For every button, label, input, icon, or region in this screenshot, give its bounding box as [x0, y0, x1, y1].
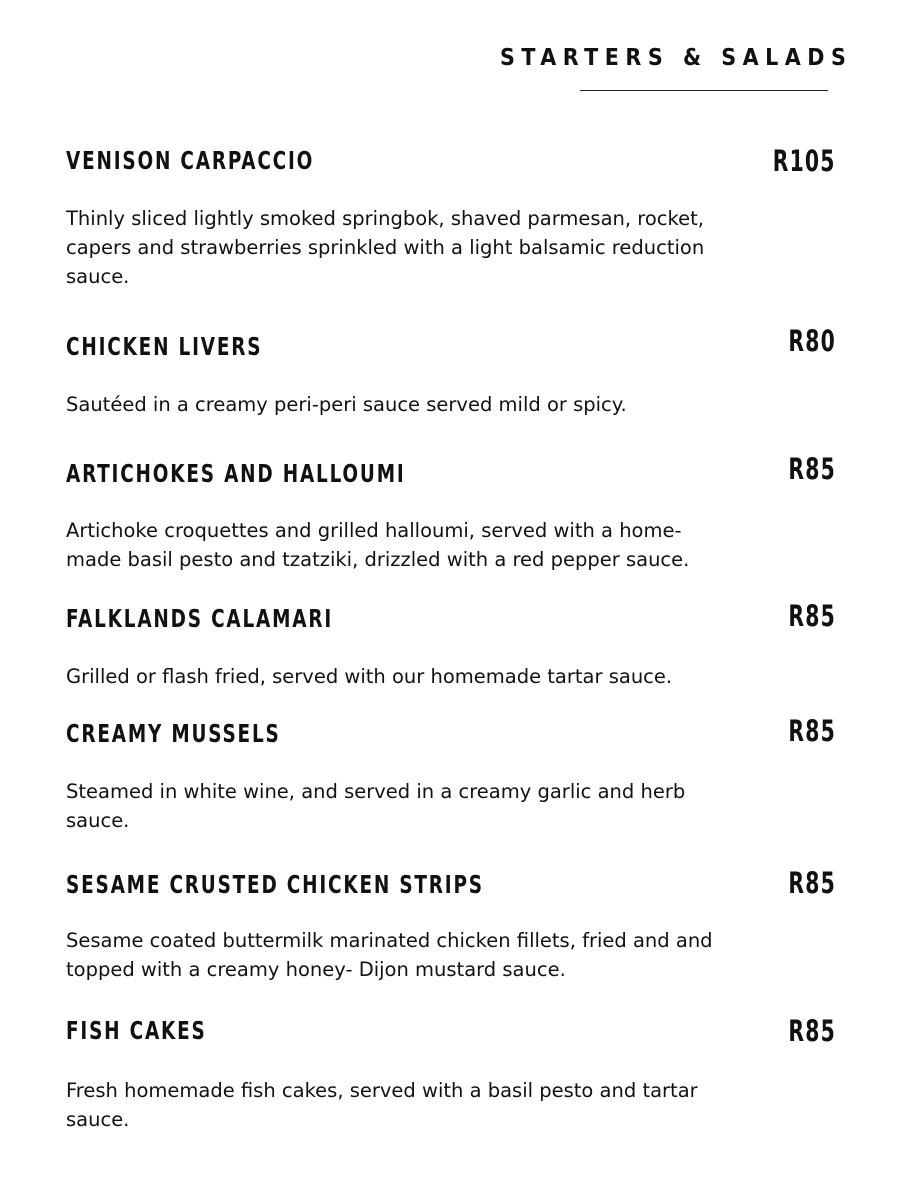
section-title: STARTERS & SALADS	[500, 45, 853, 71]
menu-item-name: CHICKEN LIVERS	[66, 332, 263, 361]
menu-item-name: SESAME CRUSTED CHICKEN STRIPS	[66, 870, 484, 899]
menu-item-price: R80	[788, 324, 836, 358]
menu-item-price: R85	[788, 599, 836, 633]
menu-item-price: R85	[788, 1014, 836, 1048]
menu-item-name: FISH CAKES	[66, 1016, 207, 1045]
section-divider	[580, 90, 828, 91]
menu-item-name: VENISON CARPACCIO	[66, 146, 315, 175]
menu-item-name: FALKLANDS CALAMARI	[66, 604, 334, 633]
menu-item-price: R85	[788, 452, 836, 486]
menu-item-description: Thinly sliced lightly smoked springbok, shaved parmesan, rocket, capers and strawberries sprinkled with a light balsamic reduction sauce.	[66, 207, 705, 288]
menu-item-price: R105	[773, 144, 836, 178]
menu-item-description: Fresh homemade fish cakes, served with a basil pesto and tartar sauce.	[66, 1079, 698, 1131]
section-header	[500, 38, 853, 78]
menu-item-name: CREAMY MUSSELS	[66, 719, 281, 748]
menu-item-name: ARTICHOKES AND HALLOUMI	[66, 459, 406, 488]
menu-item-description: Grilled or flash fried, served with our homemade tartar sauce.	[66, 665, 673, 688]
menu-item-description: Artichoke croquettes and grilled halloumi, served with a home-made basil pesto and tzatziki, drizzled with a red pepper sauce.	[66, 519, 690, 571]
menu-item-price: R85	[788, 714, 836, 748]
menu-item-description: Steamed in white wine, and served in a creamy garlic and herb sauce.	[66, 780, 686, 832]
menu-item-description: Sautéed in a creamy peri-peri sauce served mild or spicy.	[66, 393, 627, 416]
menu-item-price: R85	[788, 866, 836, 900]
menu-item-description: Sesame coated buttermilk marinated chicken fillets, fried and and topped with a creamy honey- Dijon mustard sauce.	[66, 929, 713, 981]
